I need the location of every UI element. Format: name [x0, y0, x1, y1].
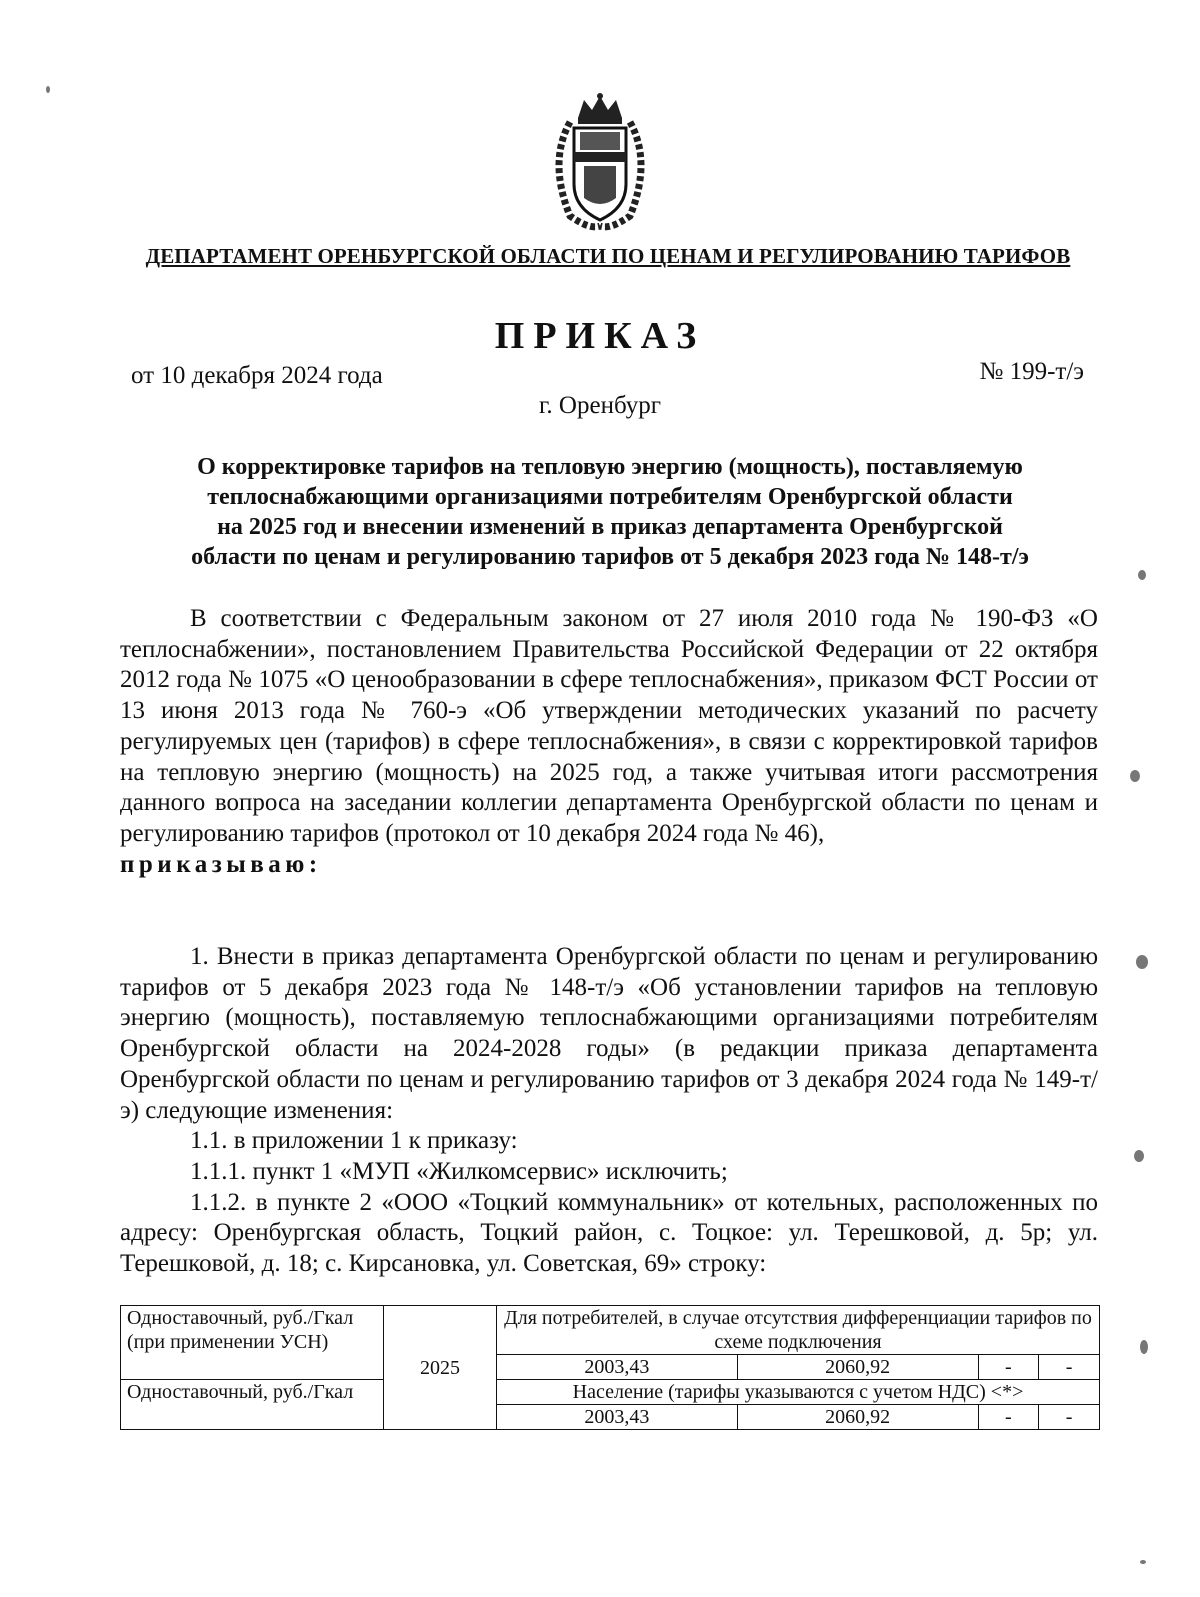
order-city: г. Оренбург	[539, 392, 661, 419]
clause-1-1-1: 1.1.1. пункт 1 «МУП «Жилкомсервис» исключить;	[190, 1157, 728, 1185]
table-cell-value: 2003,43	[497, 1405, 738, 1430]
scan-speck	[46, 86, 50, 93]
table-cell-value: -	[978, 1405, 1039, 1430]
tariff-table	[120, 1305, 1100, 1430]
table-cell-label: Одноставочный, руб./Гкал	[121, 1380, 384, 1430]
table-cell-group-header: Население (тарифы указываются с учетом НДС) <*>	[497, 1380, 1100, 1405]
clause-1-1-2: 1.1.2. в пункте 2 «ООО «Тоцкий коммунальник» от котельных, расположенных по адресу: Оренбургская область, Тоцкий район, с. Тоцкое: ул. Терешковой, д. 5р; ул. Терешковой, д. 18; с. Кирсановка, ул. Советская, 69» строку:	[120, 1188, 1098, 1278]
table-cell-group-header: Для потребителей, в случае отсутствия дифференциации тарифов по схеме подключения	[497, 1306, 1100, 1355]
scan-speck	[1140, 1340, 1148, 1354]
heading-line: на 2025 год и внесении изменений в приказ департамента Оренбургской	[217, 514, 1003, 540]
preamble-paragraph	[120, 604, 1098, 880]
scan-speck	[1140, 1560, 1146, 1564]
table-row	[121, 1306, 1100, 1355]
order-heading	[120, 452, 1100, 572]
scan-speck	[1138, 570, 1146, 580]
table-cell-value: -	[1039, 1355, 1100, 1380]
clause-1-1: 1.1. в приложении 1 к приказу:	[190, 1127, 518, 1155]
document-type-title: ПРИКАЗ	[494, 315, 706, 357]
order-number: № 199-т/э	[979, 358, 1084, 385]
clauses-section	[120, 942, 1098, 1280]
table-cell-value: 2003,43	[497, 1355, 738, 1380]
order-word: приказываю:	[120, 850, 322, 878]
table-cell-value: 2060,92	[737, 1405, 978, 1430]
scan-speck	[1134, 1150, 1144, 1162]
order-date: от 10 декабря 2024 года	[131, 362, 383, 389]
table-cell-year: 2025	[384, 1306, 497, 1430]
clause-1: 1. Внести в приказ департамента Оренбургской области по ценам и регулированию тарифов от 5 декабря 2023 года № 148-т/э «Об установлении тарифов на тепловую энергию (мощность), поставляемую теплоснабжающими организациями потребителям Оренбургской области на 2024-2028 годы» (в редакции приказа департамента Оренбургской области по ценам и регулированию тарифов от 3 декабря 2024 года № 149-т/э) следующие изменения:	[120, 943, 1098, 1124]
table-cell-value: 2060,92	[737, 1355, 978, 1380]
heading-line: теплоснабжающими организациями потребителям Оренбургской области	[207, 484, 1013, 510]
table-cell-value: -	[1039, 1405, 1100, 1430]
table-cell-label: Одноставочный, руб./Гкал (при применении УСН)	[121, 1306, 384, 1380]
department-name: ДЕПАРТАМЕНТ ОРЕНБУРГСКОЙ ОБЛАСТИ ПО ЦЕНАМ И РЕГУЛИРОВАНИЮ ТАРИФОВ	[145, 244, 1071, 268]
scan-speck	[1136, 955, 1148, 969]
heading-line: О корректировке тарифов на тепловую энергию (мощность), поставляемую	[197, 454, 1023, 480]
table-cell-value: -	[978, 1355, 1039, 1380]
coat-of-arms-emblem	[540, 92, 660, 232]
scan-speck	[1130, 770, 1140, 782]
table-row	[121, 1380, 1100, 1405]
preamble-text: В соответствии с Федеральным законом от 27 июля 2010 года № 190-ФЗ «О теплоснабжении», постановлением Правительства Российской Федерации от 22 октября 2012 года № 1075 «О ценообразовании в сфере теплоснабжения», приказом ФСТ России от 13 июня 2013 года № 760-э «Об утверждении методических указаний по расчету регулируемых цен (тарифов) в сфере теплоснабжения», в связи с корректировкой тарифов на тепловую энергию (мощность) на 2025 год, а также учитывая итоги рассмотрения данного вопроса на заседании коллегии департамента Оренбургской области по ценам и регулированию тарифов (протокол от 10 декабря 2024 года № 46),	[120, 605, 1098, 847]
heading-line: области по ценам и регулированию тарифов от 5 декабря 2023 года № 148-т/э	[191, 544, 1029, 570]
